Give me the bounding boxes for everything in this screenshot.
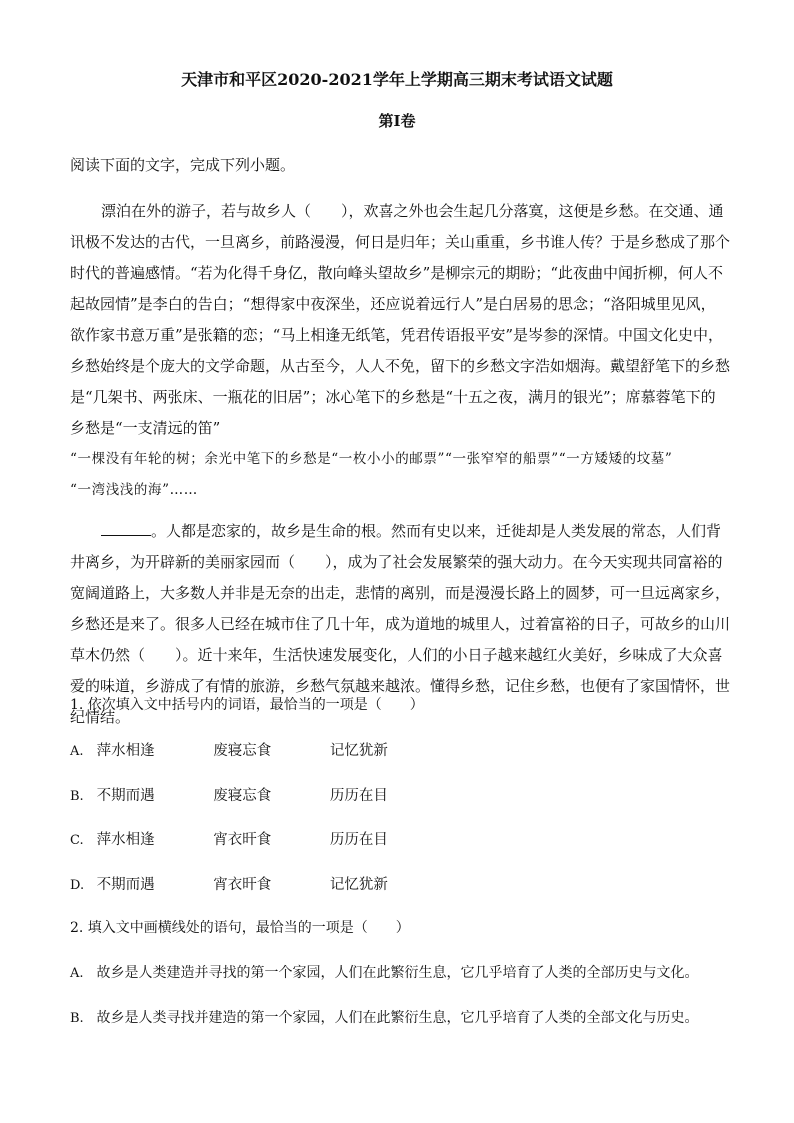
reading-instruction: 阅读下面的文字，完成下列小题。 — [70, 156, 296, 174]
question-2: 2. 填入文中画横线处的语句，最恰当的一项是（ ） — [70, 920, 410, 936]
option-text: 故乡是人类建造并寻找的第一个家园，人们在此繁衍生息，它几乎培育了人类的全部历史与文化。 — [96, 965, 699, 981]
option-word-2: 宵衣旰食 — [213, 877, 272, 893]
option-label: C. — [70, 833, 84, 848]
passage-paragraph-2-text: 。人都是恋家的，故乡是生命的根。然而有史以来，迁徙却是人类发展的常态，人们背井离乡，为开辟新的美丽家园而（ ），成为了社会发展繁荣的强大动力。在今天实现共同富裕的宽阔道路上，大多数人并非是无奈的出走，悲情的离别，而是漫漫长路上的圆梦，可一旦远离家乡，乡愁还是来了。很多人已经在城市住了几十年，成为道地的城里人，过着富裕的日子，可故乡的山川草木仍然（ ）。近十来年，生活快速发展变化，人们的小日子越来越红火美好，乡味成了大众喜爱的味道，乡游成了有情的旅游，乡愁气氛越来越浓。懂得乡愁，记住乡愁，也便有了家国情怀，世纪情结。 — [70, 522, 731, 726]
option-label: D. — [70, 878, 85, 893]
option-label: A. — [70, 966, 84, 981]
passage-quote-line-2: “一湾浅浅的海”…… — [70, 482, 198, 498]
passage-paragraph-1-text: 漂泊在外的游子，若与故乡人（ ），欢喜之外也会生起几分落寞，这便是乡愁。在交通、通讯极不发达的古代，一旦离乡，前路漫漫，何日是归年；关山重重，乡书谁人传？于是乡愁成了那个时代的普遍感情。“若为化得千身亿，散向峰头望故乡”是柳宗元的期盼；“此夜曲中闻折柳，何人不起故园情”是李白的告白；“想得家中夜深坐，还应说着远行人”是白居易的思念；“洛阳城里见风，欲作家书意万重”是张籍的恋；“马上相逢无纸笔，凭君传语报平安”是岑参的深情。中国文化史中，乡愁始终是个庞大的文学命题，从古至今，人人不免，留下的乡愁文字浩如烟海。戴望舒笔下的乡愁是“几架书、两张床、一瓶花的旧居”；冰心笔下的乡愁是“十五之夜，满月的银光”；席慕蓉笔下的乡愁是“一支清远的笛” — [70, 202, 731, 437]
option-label: A. — [70, 744, 84, 759]
fill-in-blank-line — [101, 521, 151, 536]
option-text: 故乡是人类寻找并建造的第一个家园，人们在此繁衍生息，它几乎培育了人类的全部文化与历史。 — [96, 1010, 699, 1026]
option-word-3: 历历在目 — [329, 788, 388, 804]
q1-option-b — [70, 784, 388, 805]
question-1: 1. 依次填入文中括号内的词语，最恰当的一项是（ ） — [70, 697, 424, 713]
volume-heading: 第Ⅰ卷 — [378, 112, 416, 130]
q2-option-b — [70, 1007, 698, 1027]
page-title: 天津市和平区2020-2021学年上学期高三期末考试语文试题 — [181, 70, 613, 89]
q2-option-a — [70, 962, 698, 982]
option-word-1: 不期而遇 — [96, 788, 155, 804]
option-word-1: 萍水相逢 — [96, 832, 155, 848]
option-word-2: 宵衣旰食 — [213, 832, 272, 848]
q1-option-a — [70, 739, 388, 760]
option-word-3: 历历在目 — [329, 832, 388, 848]
passage-paragraph-1 — [70, 196, 730, 506]
option-word-3: 记忆犹新 — [329, 877, 388, 893]
option-word-1: 不期而遇 — [96, 877, 155, 893]
q1-option-d — [70, 873, 388, 894]
option-word-2: 废寝忘食 — [213, 743, 272, 759]
option-word-2: 废寝忘食 — [213, 788, 272, 804]
option-label: B. — [70, 789, 84, 804]
option-word-3: 记忆犹新 — [329, 743, 388, 759]
passage-quote-line-1: “一棵没有年轮的树；余光中笔下的乡愁是“一枚小小的邮票”“一张窄窄的船票”“一方矮矮的坟墓” — [70, 451, 673, 467]
option-word-1: 萍水相逢 — [96, 743, 155, 759]
q1-option-c — [70, 828, 388, 849]
option-label: B. — [70, 1011, 84, 1026]
